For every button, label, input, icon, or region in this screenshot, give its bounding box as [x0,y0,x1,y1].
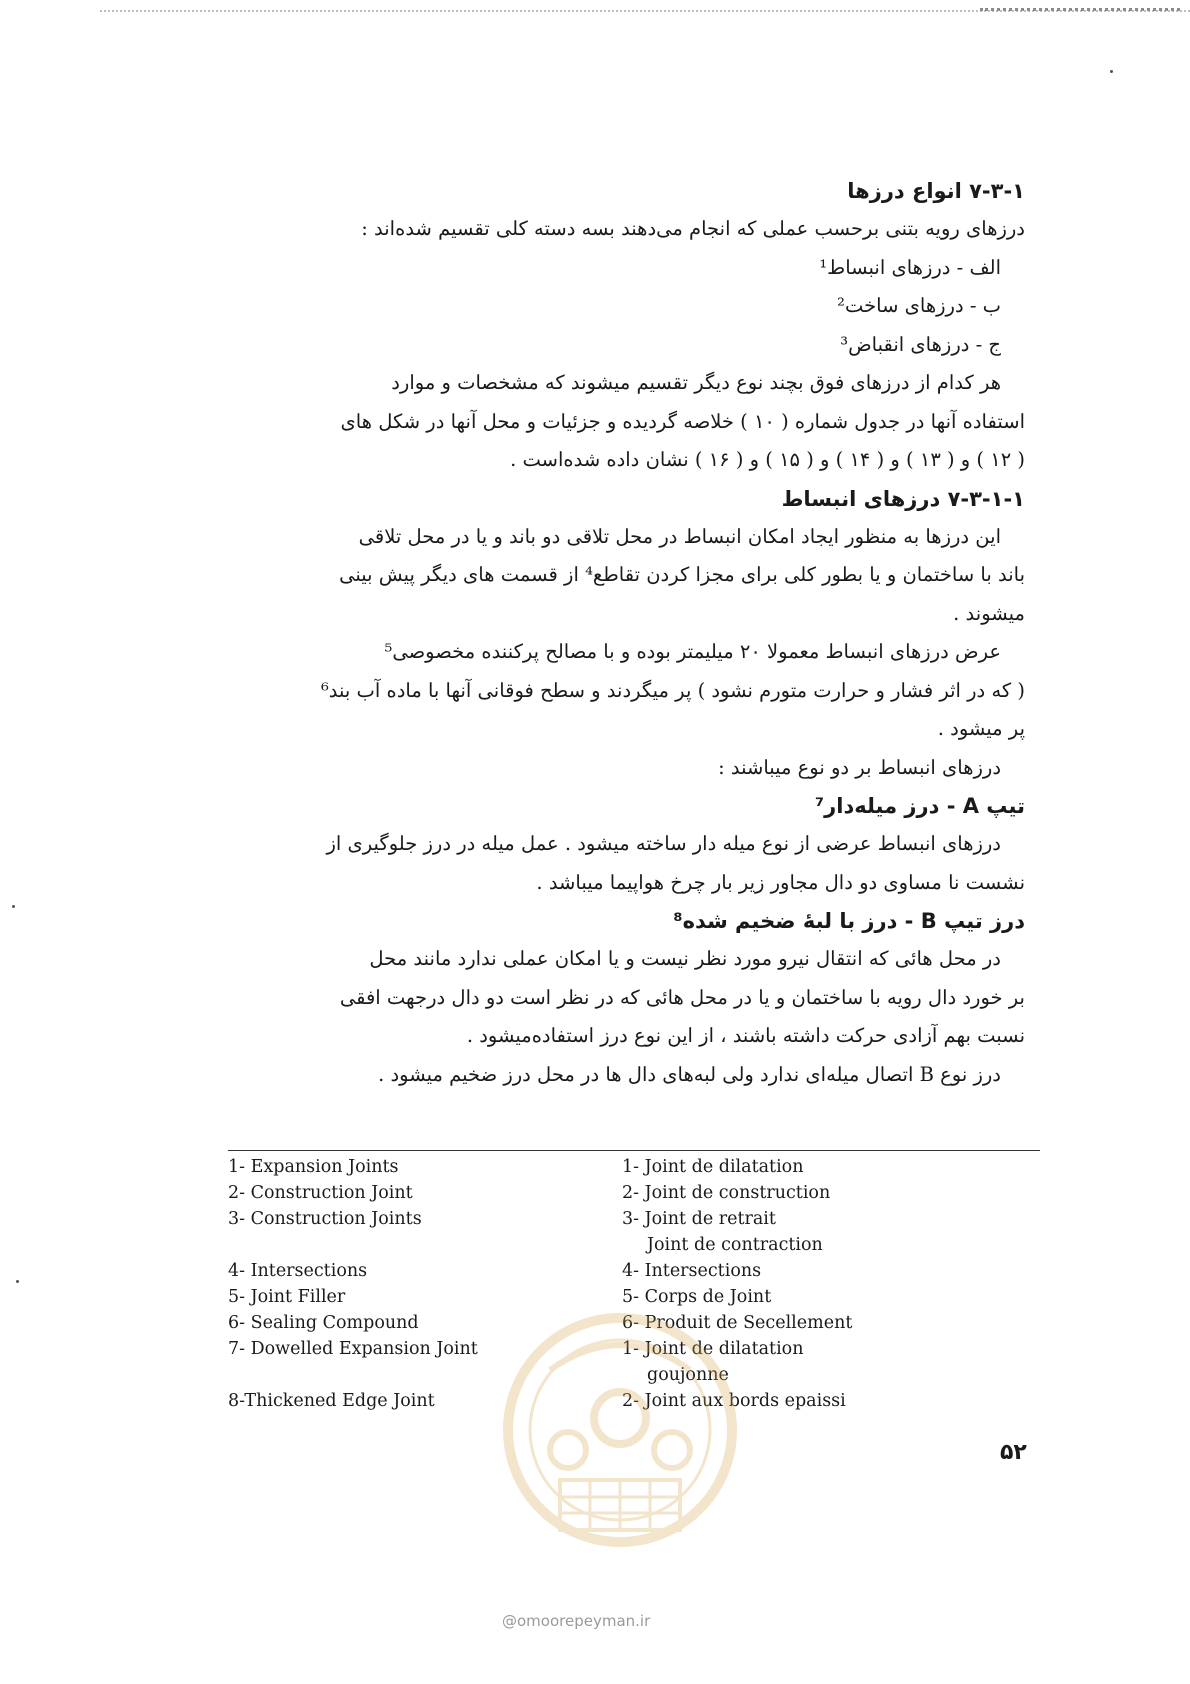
intro-paragraph: درزهای رویه بتنی برحسب عملی که انجام می‌دهند بسه دسته کلی تقسیم شده‌اند : [361,217,1025,240]
footnote-fr: 5- Corps de Joint [622,1287,772,1307]
section-heading: ۷-۳-۱ انواع درزها [847,179,1025,203]
footnote-fr: 4- Intersections [622,1261,762,1281]
paragraph-line: درز نوع B اتصال میله‌ای ندارد ولی لبه‌های دال ها در محل درز ضخیم میشود . [378,1062,1001,1086]
type-a-heading: تیپ A - درز میله‌دار⁷ [814,794,1025,818]
persian-body [230,172,1025,1094]
footnote-fr: Joint de contraction [647,1235,823,1255]
page-number: ۵۲ [1000,1440,1027,1465]
paragraph-line: پر میشود . [937,717,1025,740]
footnote-en: 6- Sealing Compound [228,1313,419,1333]
watermark-url: @omoorepeyman.ir [502,1612,651,1630]
paragraph-line: هر کدام از درزهای فوق بچند نوع دیگر تقسیم میشوند که مشخصات و موارد [391,371,1001,394]
paragraph-line: نشست نا مساوی دو دال مجاور زیر بار چرخ هواپیما میباشد . [536,870,1025,894]
footnote-en: 2- Construction Joint [228,1183,413,1203]
list-item-alef: الف - درزهای انبساط¹ [819,255,1001,279]
scan-edge-line [980,8,1180,11]
footnote-fr: 1- Joint de dilatation [622,1157,804,1177]
subsection-heading: ۷-۳-۱-۱ درزهای انبساط [781,486,1025,511]
paragraph-line: باند با ساختمان و یا بطور کلی برای مجزا کردن تقاطع⁴ از قسمت های دیگر پیش بینی [339,563,1025,586]
paragraph-line: این درزها به منظور ایجاد امکان انبساط در محل تلاقی دو باند و یا در محل تلاقی [358,524,1001,548]
footnote-en: 1- Expansion Joints [228,1157,399,1177]
paragraph-line: بر خورد دال رویه با ساختمان و یا در محل هائی که در نظر است دو دال درجهت افقی [339,985,1025,1009]
paragraph-line: درزهای انبساط عرضی از نوع میله دار ساخته میشود . عمل میله در درز جلوگیری از [326,832,1001,855]
paragraph-line: میشوند . [953,601,1025,625]
paragraph-line: در محل هائی که انتقال نیرو مورد نظر نیست و یا امکان عملی ندارد مانند محل [369,947,1001,970]
scan-speck [1110,70,1113,73]
footnote-fr: 6- Produit de Secellement [622,1313,853,1333]
watermark-seal-icon [490,1300,750,1590]
paragraph-line: ( ۱۲ ) و ( ۱۳ ) و ( ۱۴ ) و ( ۱۵ ) و ( ۱۶ ) نشان داده شده‌است . [510,448,1025,471]
footnote-en: 3- Construction Joints [228,1209,422,1229]
footnote-fr: 3- Joint de retrait [622,1209,776,1229]
footnote-fr: goujonne [647,1365,729,1385]
scan-speck [16,1280,19,1283]
scan-speck [12,905,15,908]
footnote-fr: 2- Joint aux bords epaissi [622,1391,846,1411]
footnote-en: 7- Dowelled Expansion Joint [228,1339,478,1359]
list-item-be: ب - درزهای ساخت² [837,294,1001,317]
paragraph-line: استفاده آنها در جدول شماره ( ۱۰ ) خلاصه گردیده و جزئیات و محل آنها در شکل های [340,409,1025,433]
footnote-divider [228,1150,1040,1151]
footnote-en: 4- Intersections [228,1261,368,1281]
footnote-en: 5- Joint Filler [228,1287,346,1307]
footnote-fr: 1- Joint de dilatation [622,1339,804,1359]
footnote-en: 8-Thickened Edge Joint [228,1391,435,1411]
paragraph-line: نسبت بهم آزادی حرکت داشته باشند ، از این نوع درز استفاده‌میشود . [466,1024,1025,1047]
footnote-fr: 2- Joint de construction [622,1183,831,1203]
type-b-heading: درز تیپ B - درز با لبهٔ ضخیم شده⁸ [673,909,1025,933]
paragraph-line: عرض درزهای انبساط معمولا ۲۰ میلیمتر بوده و با مصالح پرکننده مخصوصی⁵ [384,640,1001,663]
paragraph-line: ( که در اثر فشار و حرارت متورم نشود ) پر میگردند و سطح فوقانی آنها با ماده آب بند⁶ [320,678,1025,702]
list-item-jim: ج - درزهای انقباض³ [840,332,1001,356]
paragraph-line: درزهای انبساط بر دو نوع میباشند : [718,755,1001,779]
